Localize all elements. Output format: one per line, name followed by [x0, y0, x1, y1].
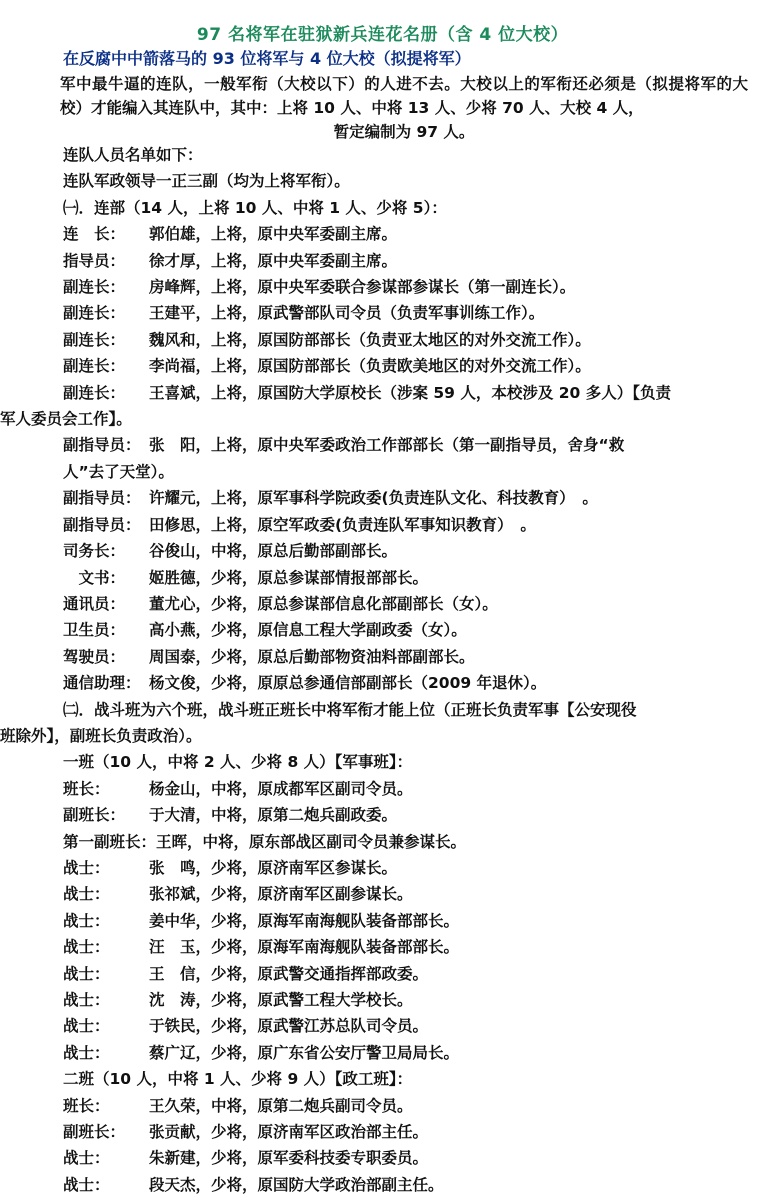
roster-entry: 谷俊山，中将，原总后勤部副部长。: [149, 542, 398, 561]
roster-role: 战士：: [63, 885, 110, 904]
roster-line: [63, 380, 751, 406]
roster-entry: 王喜斌，上将，原国防大学原校长（涉案 59 人，本校涉及 20 多人）【负责: [149, 383, 671, 402]
roster-entry: 于大清，中将，原第二炮兵副政委。: [149, 806, 398, 825]
roster-role: 指导员：: [63, 251, 126, 270]
roster-line: [63, 697, 751, 723]
roster-role: 班长：: [63, 1096, 110, 1115]
roster-line: [63, 908, 751, 934]
roster-line: [0, 406, 751, 432]
roster-entry: 张祁斌，少将，原济南军区副参谋长。: [149, 885, 413, 904]
roster-line: [63, 855, 751, 881]
roster-entry: 姜中华，少将，原海军南海舰队装备部部长。: [149, 911, 460, 930]
roster-line: [63, 802, 751, 828]
roster-role: 战士：: [63, 1017, 110, 1036]
roster-entry: 第一副班长：王晖，中将，原东部战区副司令员兼参谋长。: [63, 832, 467, 851]
roster-entry: ㈠．连部（14 人，上将 10 人、中将 1 人、少将 5）：: [63, 198, 447, 217]
roster-role: 战士：: [63, 1149, 110, 1168]
roster-role: 副班长：: [63, 806, 126, 825]
roster-role: 通讯员：: [63, 594, 126, 613]
roster-line: [63, 142, 751, 168]
roster-line: [63, 565, 751, 591]
roster-line: [63, 353, 751, 379]
roster-entry: 周国泰，少将，原总后勤部物资油料部副部长。: [149, 647, 475, 666]
roster-entry: 段天杰，少将，原国防大学政治部副主任。: [149, 1175, 444, 1194]
roster-line: [63, 538, 751, 564]
roster-role: 战士：: [63, 964, 110, 983]
roster-line: [63, 881, 751, 907]
roster-role: 战士：: [63, 911, 110, 930]
roster-role: 战士：: [63, 1043, 110, 1062]
roster-line: [0, 723, 751, 749]
roster-role: 副指导员：: [63, 515, 141, 534]
roster-line: [63, 485, 751, 511]
roster-line: [63, 749, 751, 775]
roster-entry: 张贡献，少将，原济南军区政治部主任。: [149, 1123, 429, 1142]
roster-line: [63, 1040, 751, 1066]
roster-line: [63, 987, 751, 1013]
roster-line: [63, 934, 751, 960]
roster-role: 副连长：: [63, 304, 126, 323]
roster-entry: 郭伯雄，上将，原中央军委副主席。: [149, 225, 398, 244]
roster-line: [63, 1093, 751, 1119]
roster-entry: 高小燕，少将，原信息工程大学副政委（女）。: [149, 621, 467, 640]
roster-line: [63, 1172, 751, 1198]
roster-entry: 董尤心，少将，原总参谋部信息化部副部长（女）。: [149, 594, 498, 613]
roster-entry: 房峰辉，上将，原中央军委联合参谋部参谋长（第一副连长）。: [149, 278, 576, 297]
roster-entry: 杨金山，中将，原成都军区副司令员。: [149, 779, 413, 798]
intro-last-line: 暂定编制为 97 人。: [333, 123, 475, 141]
roster-entry: 姬胜德，少将，原总参谋部情报部部长。: [149, 568, 429, 587]
roster-line: [63, 432, 751, 458]
roster-line: [63, 670, 751, 696]
roster-entry: 朱新建，少将，原军委科技委专职委员。: [149, 1149, 429, 1168]
roster-entry: 汪 玉，少将，原海军南海舰队装备部部长。: [149, 938, 460, 957]
roster-line: [63, 776, 751, 802]
roster-line: [63, 961, 751, 987]
roster-line: [63, 459, 751, 485]
roster-line: [63, 1119, 751, 1145]
roster-entry: 张 阳，上将，原中央军委政治工作部部长（第一副指导员，舍身“救: [149, 436, 625, 455]
document-subtitle: 在反腐中中箭落马的 93 位将军与 4 位大校（拟提将军）: [63, 49, 471, 68]
roster-role: 副班长：: [63, 1123, 126, 1142]
roster-role: 副连长：: [63, 330, 126, 349]
roster-entry: ㈡．战斗班为六个班，战斗班正班长中将军衔才能上位（正班长负责军事【公安现役: [63, 700, 637, 719]
roster-role: 司务长：: [63, 542, 126, 561]
roster-entry: 军人委员会工作】。: [0, 410, 132, 429]
roster-line: [63, 512, 751, 538]
roster-entry: 王 信，少将，原武警交通指挥部政委。: [149, 964, 429, 983]
roster-line: [63, 195, 751, 221]
roster-line: [63, 1066, 751, 1092]
roster-role: 副连长：: [63, 383, 126, 402]
roster-entry: 许耀元，上将，原军事科学院政委(负责连队文化、科技教育） 。: [149, 489, 598, 508]
roster-line: [63, 1013, 751, 1039]
roster-entry: 张 鸣，少将，原济南军区参谋长。: [149, 858, 398, 877]
roster-role: 副指导员：: [63, 436, 141, 455]
roster-role: 副指导员：: [63, 489, 141, 508]
roster-list: [0, 142, 751, 1198]
roster-entry: 田修思，上将，原空军政委(负责连队军事知识教育） 。: [149, 515, 536, 534]
roster-entry: 连队人员名单如下：: [63, 146, 203, 164]
roster-role: 副连长：: [63, 357, 126, 376]
roster-entry: 于铁民，少将，原武警江苏总队司令员。: [149, 1017, 429, 1036]
roster-line: [63, 829, 751, 855]
roster-role: 连 长：: [63, 225, 126, 244]
intro-text: 军中最牛逼的连队，一般军衔（大校以下）的人进不去。大校以上的军衔还必须是（拟提将军的大校）才能编入其连队中，其中：上将 10 人、中将 13 人、少将 70 人、大校 4 人，: [60, 75, 748, 117]
roster-entry: 王建平，上将，原武警部队司令员（负责军事训练工作）。: [149, 304, 545, 323]
roster-line: [63, 644, 751, 670]
roster-entry: 杨文俊，少将，原原总参通信部副部长（2009 年退休）。: [149, 674, 547, 693]
roster-entry: 一班（10 人，中将 2 人、少将 8 人）【军事班】：: [63, 753, 413, 772]
roster-role: 班长：: [63, 779, 110, 798]
roster-entry: 李尚福，上将，原国防部部长（负责欧美地区的对外交流工作）。: [149, 357, 591, 376]
roster-entry: 徐才厚，上将，原中央军委副主席。: [149, 251, 398, 270]
roster-line: [63, 300, 751, 326]
roster-role: 副连长：: [63, 278, 126, 297]
roster-line: [63, 1145, 751, 1171]
roster-role: 战士：: [63, 991, 110, 1009]
roster-role: 通信助理：: [63, 674, 141, 693]
roster-entry: 二班（10 人，中将 1 人、少将 9 人）【政工班】：: [63, 1070, 413, 1089]
roster-line: [63, 248, 751, 274]
roster-entry: 连队军政领导一正三副（均为上将军衔）。: [63, 172, 350, 191]
roster-line: [63, 327, 751, 353]
roster-role: 驾驶员：: [63, 647, 126, 666]
roster-line: [63, 591, 751, 617]
roster-entry: 沈 涛，少将，原武警工程大学校长。: [149, 991, 413, 1009]
roster-entry: 魏风和，上将，原国防部部长（负责亚太地区的对外交流工作）。: [149, 330, 591, 349]
roster-entry: 蔡广辽，少将，原广东省公安厅警卫局局长。: [149, 1043, 460, 1062]
roster-role: 战士：: [63, 938, 110, 957]
roster-entry: 人”去了天堂）。: [63, 462, 174, 481]
roster-entry: 班除外】，副班长负责政治）。: [0, 726, 202, 745]
roster-role: 战士：: [63, 858, 110, 877]
roster-entry: 王久荣，中将，原第二炮兵副司令员。: [149, 1096, 413, 1115]
roster-line: [63, 221, 751, 247]
document-title: 97 名将军在驻狱新兵连花名册（含 4 位大校）: [196, 25, 569, 45]
roster-line: [63, 274, 751, 300]
roster-line: [63, 617, 751, 643]
roster-line: [63, 168, 751, 194]
roster-role: 卫生员：: [63, 621, 126, 640]
roster-role: 战士：: [63, 1175, 110, 1194]
roster-role: 文书：: [63, 568, 126, 587]
intro-paragraph: [60, 72, 748, 144]
